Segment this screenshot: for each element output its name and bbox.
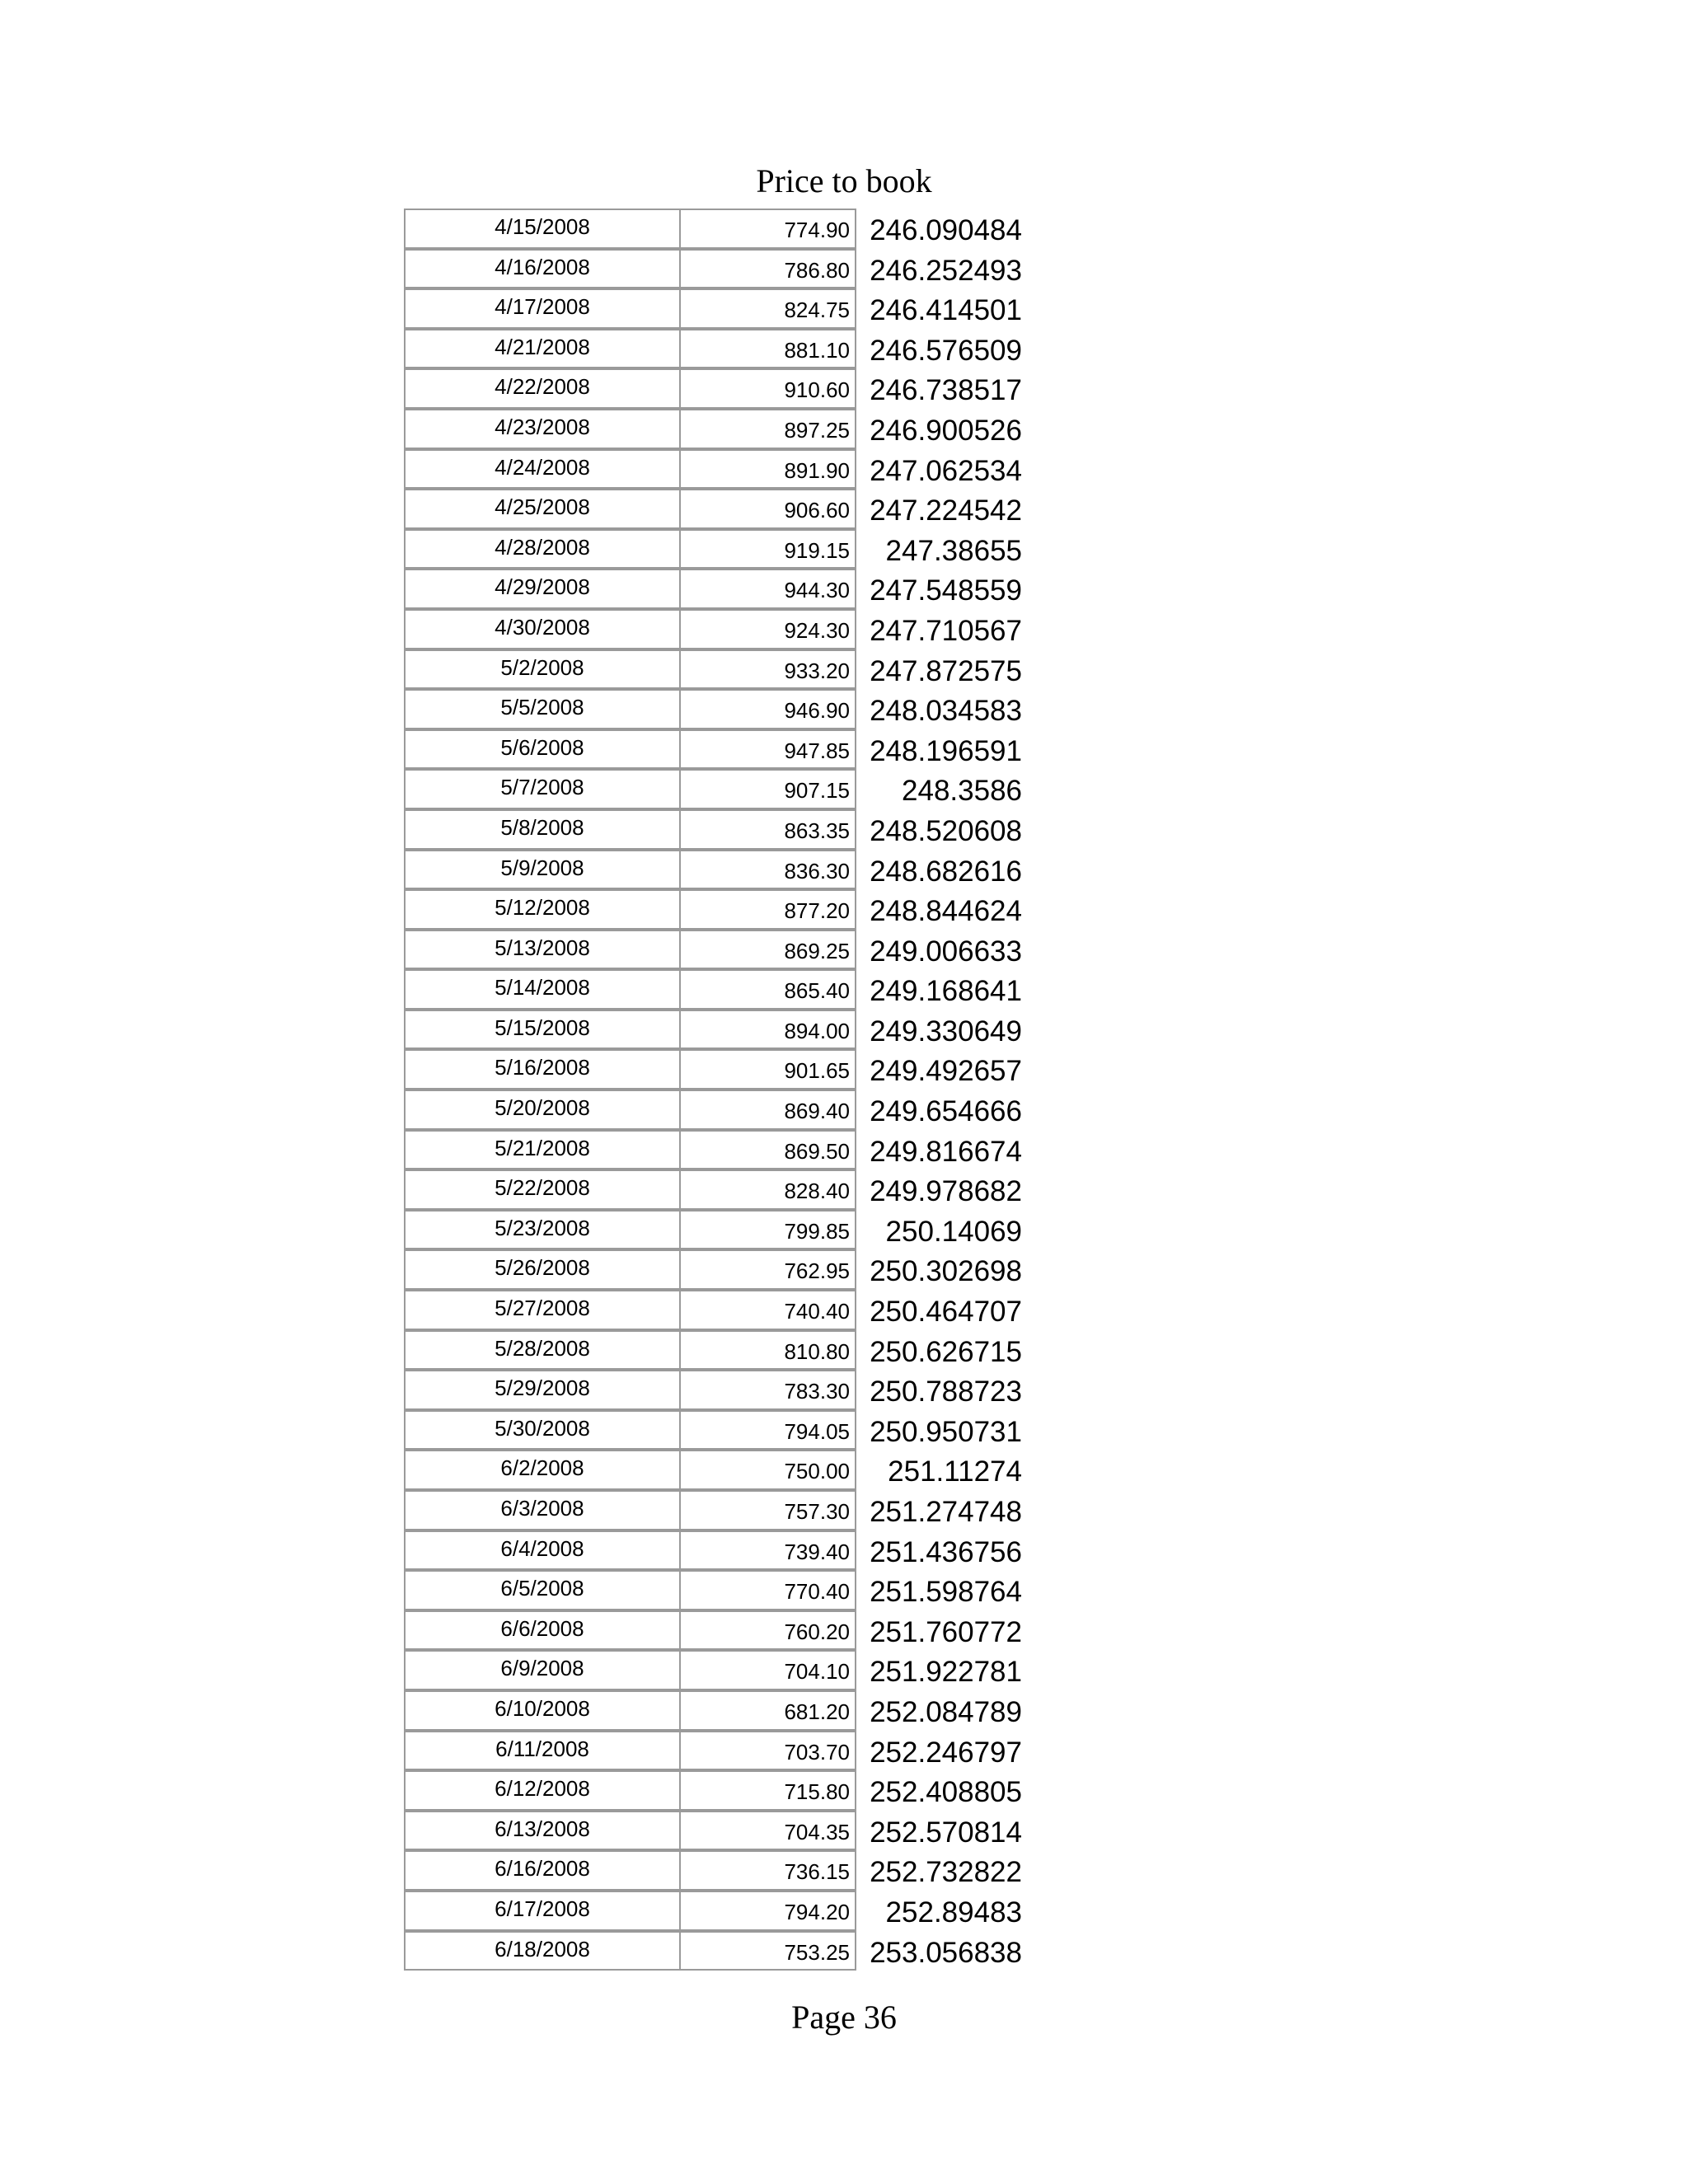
date-cell: 5/14/2008 <box>404 969 681 1010</box>
date-cell: 5/22/2008 <box>404 1169 681 1210</box>
ratio-cell: 249.492657 <box>870 1055 1022 1088</box>
table-row <box>404 1570 1047 1610</box>
ratio-cell: 252.570814 <box>870 1816 1022 1849</box>
date-cell: 4/16/2008 <box>404 249 681 289</box>
table-row <box>404 1931 1047 1971</box>
ratio-cell: 250.950731 <box>870 1415 1022 1448</box>
price-cell: 897.25 <box>681 409 856 449</box>
date-cell: 5/20/2008 <box>404 1090 681 1130</box>
table-row <box>404 649 1047 690</box>
price-cell: 907.15 <box>681 769 856 809</box>
page-title: Price to book <box>756 162 932 199</box>
ratio-cell: 247.224542 <box>870 494 1022 527</box>
ratio-cell: 248.034583 <box>870 695 1022 728</box>
price-cell: 910.60 <box>681 368 856 409</box>
price-cell: 704.10 <box>681 1650 856 1690</box>
date-cell: 4/25/2008 <box>404 489 681 529</box>
table-row <box>404 569 1047 609</box>
ratio-cell: 252.246797 <box>870 1736 1022 1769</box>
date-cell: 4/23/2008 <box>404 409 681 449</box>
date-cell: 6/18/2008 <box>404 1931 681 1971</box>
ratio-cell: 250.626715 <box>870 1335 1022 1368</box>
table-row <box>404 809 1047 850</box>
price-cell: 794.20 <box>681 1891 856 1931</box>
ratio-cell: 247.710567 <box>870 614 1022 647</box>
ratio-cell: 249.168641 <box>870 975 1022 1008</box>
ratio-cell: 251.436756 <box>870 1535 1022 1568</box>
date-cell: 6/5/2008 <box>404 1570 681 1610</box>
date-cell: 5/23/2008 <box>404 1210 681 1250</box>
date-cell: 6/2/2008 <box>404 1450 681 1490</box>
ratio-cell: 246.576509 <box>870 334 1022 367</box>
ratio-cell: 246.900526 <box>870 414 1022 447</box>
ratio-cell: 250.788723 <box>870 1376 1022 1408</box>
date-cell: 5/30/2008 <box>404 1410 681 1451</box>
table-row <box>404 1530 1047 1571</box>
date-cell: 5/9/2008 <box>404 850 681 890</box>
price-cell: 863.35 <box>681 809 856 850</box>
price-cell: 869.25 <box>681 930 856 970</box>
price-cell: 891.90 <box>681 449 856 490</box>
price-cell: 715.80 <box>681 1770 856 1811</box>
date-cell: 6/16/2008 <box>404 1850 681 1891</box>
price-cell: 681.20 <box>681 1690 856 1731</box>
price-cell: 906.60 <box>681 489 856 529</box>
table-row <box>404 529 1047 569</box>
price-cell: 736.15 <box>681 1850 856 1891</box>
date-cell: 4/29/2008 <box>404 569 681 609</box>
ratio-cell: 251.760772 <box>870 1615 1022 1648</box>
date-cell: 6/4/2008 <box>404 1530 681 1571</box>
ratio-cell: 248.3586 <box>902 775 1022 808</box>
table-row <box>404 1690 1047 1731</box>
date-cell: 4/30/2008 <box>404 609 681 649</box>
table-row <box>404 409 1047 449</box>
date-cell: 6/11/2008 <box>404 1731 681 1771</box>
price-cell: 869.50 <box>681 1130 856 1170</box>
ratio-cell: 249.006633 <box>870 935 1022 968</box>
table-row <box>404 969 1047 1010</box>
table-row <box>404 1850 1047 1891</box>
date-cell: 6/6/2008 <box>404 1610 681 1651</box>
ratio-cell: 252.89483 <box>885 1896 1022 1929</box>
ratio-cell: 250.14069 <box>885 1215 1022 1248</box>
price-cell: 799.85 <box>681 1210 856 1250</box>
table-row <box>404 930 1047 970</box>
price-cell: 881.10 <box>681 329 856 369</box>
ratio-cell: 251.274748 <box>870 1496 1022 1528</box>
table-row <box>404 1090 1047 1130</box>
ratio-cell: 249.330649 <box>870 1015 1022 1047</box>
date-cell: 5/28/2008 <box>404 1330 681 1371</box>
price-cell: 770.40 <box>681 1570 856 1610</box>
date-cell: 6/12/2008 <box>404 1770 681 1811</box>
price-cell: 786.80 <box>681 249 856 289</box>
date-cell: 4/21/2008 <box>404 329 681 369</box>
date-cell: 6/3/2008 <box>404 1490 681 1530</box>
table-row <box>404 1410 1047 1451</box>
price-cell: 947.85 <box>681 729 856 770</box>
date-cell: 5/5/2008 <box>404 689 681 729</box>
price-cell: 824.75 <box>681 288 856 329</box>
price-cell: 774.90 <box>681 209 856 249</box>
date-cell: 4/15/2008 <box>404 209 681 249</box>
ratio-cell: 253.056838 <box>870 1936 1022 1969</box>
price-cell: 869.40 <box>681 1090 856 1130</box>
price-cell: 894.00 <box>681 1010 856 1050</box>
table-row <box>404 1169 1047 1210</box>
table-row <box>404 1210 1047 1250</box>
date-cell: 5/13/2008 <box>404 930 681 970</box>
price-cell: 828.40 <box>681 1169 856 1210</box>
price-cell: 946.90 <box>681 689 856 729</box>
price-cell: 865.40 <box>681 969 856 1010</box>
table-row <box>404 1049 1047 1090</box>
date-cell: 5/16/2008 <box>404 1049 681 1090</box>
table-row <box>404 1290 1047 1330</box>
date-cell: 5/7/2008 <box>404 769 681 809</box>
date-cell: 4/17/2008 <box>404 288 681 329</box>
price-table <box>404 209 1047 1971</box>
table-row <box>404 1370 1047 1410</box>
table-row <box>404 1450 1047 1490</box>
table-row <box>404 850 1047 890</box>
price-cell: 750.00 <box>681 1450 856 1490</box>
price-cell: 704.35 <box>681 1811 856 1851</box>
ratio-cell: 246.414501 <box>870 294 1022 327</box>
date-cell: 5/15/2008 <box>404 1010 681 1050</box>
table-row <box>404 1330 1047 1371</box>
ratio-cell: 247.38655 <box>885 534 1022 567</box>
date-cell: 6/17/2008 <box>404 1891 681 1931</box>
date-cell: 4/24/2008 <box>404 449 681 490</box>
ratio-cell: 246.738517 <box>870 374 1022 407</box>
date-cell: 6/9/2008 <box>404 1650 681 1690</box>
date-cell: 5/21/2008 <box>404 1130 681 1170</box>
table-row <box>404 769 1047 809</box>
table-row <box>404 1010 1047 1050</box>
ratio-cell: 247.062534 <box>870 454 1022 487</box>
price-cell: 794.05 <box>681 1410 856 1451</box>
date-cell: 5/6/2008 <box>404 729 681 770</box>
table-row <box>404 1490 1047 1530</box>
date-cell: 5/2/2008 <box>404 649 681 690</box>
price-cell: 933.20 <box>681 649 856 690</box>
price-cell: 762.95 <box>681 1249 856 1290</box>
page-number: Page 36 <box>791 1999 897 2036</box>
ratio-cell: 248.520608 <box>870 814 1022 847</box>
ratio-cell: 252.732822 <box>870 1856 1022 1889</box>
date-cell: 6/10/2008 <box>404 1690 681 1731</box>
ratio-cell: 252.408805 <box>870 1776 1022 1809</box>
date-cell: 4/22/2008 <box>404 368 681 409</box>
table-row <box>404 1811 1047 1851</box>
price-cell: 783.30 <box>681 1370 856 1410</box>
table-row <box>404 889 1047 930</box>
table-row <box>404 1731 1047 1771</box>
price-cell: 919.15 <box>681 529 856 569</box>
table-row <box>404 449 1047 490</box>
price-cell: 753.25 <box>681 1931 856 1971</box>
price-cell: 810.80 <box>681 1330 856 1371</box>
price-cell: 836.30 <box>681 850 856 890</box>
date-cell: 5/29/2008 <box>404 1370 681 1410</box>
date-cell: 6/13/2008 <box>404 1811 681 1851</box>
ratio-cell: 246.252493 <box>870 254 1022 287</box>
ratio-cell: 248.682616 <box>870 855 1022 888</box>
price-cell: 760.20 <box>681 1610 856 1651</box>
ratio-cell: 251.922781 <box>870 1656 1022 1689</box>
table-row <box>404 1650 1047 1690</box>
date-cell: 5/26/2008 <box>404 1249 681 1290</box>
ratio-cell: 247.548559 <box>870 574 1022 607</box>
table-row <box>404 329 1047 369</box>
table-row <box>404 489 1047 529</box>
date-cell: 5/8/2008 <box>404 809 681 850</box>
price-cell: 924.30 <box>681 609 856 649</box>
ratio-cell: 250.302698 <box>870 1255 1022 1288</box>
ratio-cell: 252.084789 <box>870 1695 1022 1728</box>
table-row <box>404 1610 1047 1651</box>
table-row <box>404 609 1047 649</box>
table-row <box>404 1770 1047 1811</box>
ratio-cell: 248.844624 <box>870 895 1022 928</box>
price-cell: 901.65 <box>681 1049 856 1090</box>
ratio-cell: 249.816674 <box>870 1135 1022 1168</box>
price-cell: 757.30 <box>681 1490 856 1530</box>
price-cell: 740.40 <box>681 1290 856 1330</box>
date-cell: 4/28/2008 <box>404 529 681 569</box>
ratio-cell: 251.11274 <box>888 1455 1022 1488</box>
ratio-cell: 249.978682 <box>870 1175 1022 1208</box>
table-row <box>404 209 1047 249</box>
table-row <box>404 1891 1047 1931</box>
table-row <box>404 689 1047 729</box>
table-row <box>404 1130 1047 1170</box>
ratio-cell: 249.654666 <box>870 1095 1022 1128</box>
ratio-cell: 250.464707 <box>870 1296 1022 1329</box>
price-cell: 703.70 <box>681 1731 856 1771</box>
table-row <box>404 729 1047 770</box>
ratio-cell: 251.598764 <box>870 1576 1022 1609</box>
date-cell: 5/27/2008 <box>404 1290 681 1330</box>
table-row <box>404 249 1047 289</box>
table-row <box>404 1249 1047 1290</box>
price-cell: 944.30 <box>681 569 856 609</box>
ratio-cell: 246.090484 <box>870 214 1022 246</box>
date-cell: 5/12/2008 <box>404 889 681 930</box>
table-row <box>404 288 1047 329</box>
ratio-cell: 248.196591 <box>870 734 1022 767</box>
price-cell: 739.40 <box>681 1530 856 1571</box>
price-cell: 877.20 <box>681 889 856 930</box>
table-row <box>404 368 1047 409</box>
ratio-cell: 247.872575 <box>870 654 1022 687</box>
